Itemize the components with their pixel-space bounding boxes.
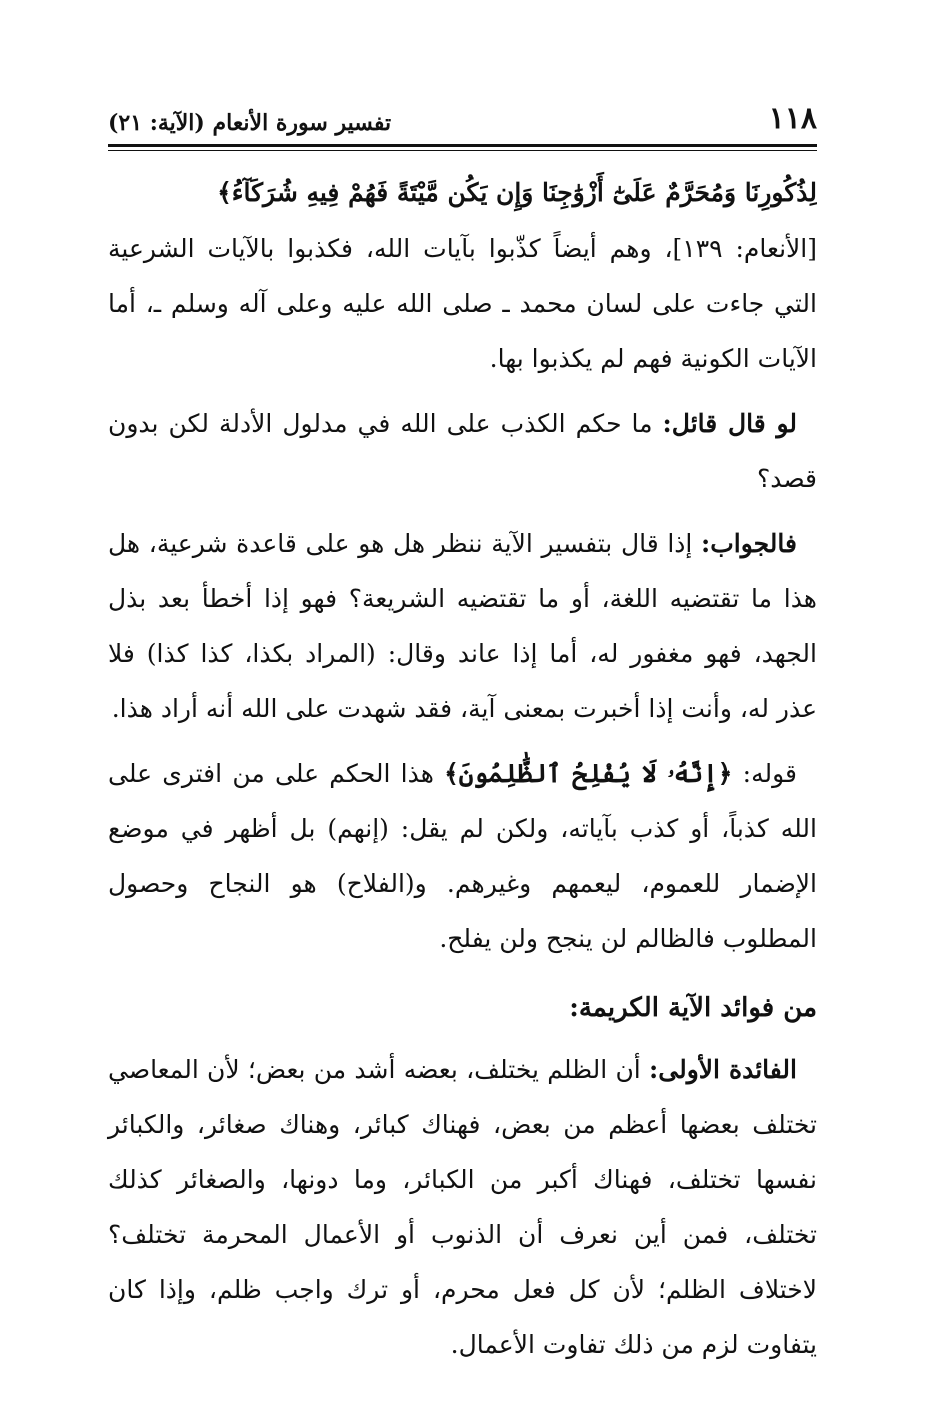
paragraph-intro: [الأنعام: ١٣٩]، وهم أيضاً كذّبوا بآيات الله، فكذبوا بالآيات الشرعية التي جاءت على لسان محمد ـ صلى الله عليه وعلى آله وسلم ـ، أما الآيات الكونية فهم لم يكذبوا بها. (108, 234, 817, 373)
header-rule-thick (108, 144, 817, 147)
header-rule-thin (108, 150, 817, 151)
page-number: ١١٨ (768, 101, 817, 136)
benefit-one-lead: الفائدة الأولى: (649, 1055, 797, 1084)
page-body (108, 165, 817, 1372)
paragraph-verse-commentary (108, 746, 817, 966)
question-text: ما حكم الكذب على الله في مدلول الأدلة لكن بدون قصد؟ (108, 409, 817, 493)
answer-text: إذا قال بتفسير الآية ننظر هل هو على قاعدة شرعية، هل هذا ما تقتضيه اللغة، أو ما تقتضيه الشريعة؟ فهو إذا أخطأ بعد بذل الجهد، فهو مغفور له، أما إذا عاند وقال: (المراد بكذا، كذا كذا) فلا عذر له، وأنت إذا أخبرت بمعنى آية، فقد شهدت على الله أنه أراد هذا. (108, 529, 817, 723)
section-heading: من فوائد الآية الكريمة: (569, 993, 817, 1023)
paragraph-question (108, 396, 817, 506)
verse-prefix: قوله: (732, 759, 797, 788)
question-lead: لو قال قائل: (662, 409, 797, 438)
page-header (108, 92, 817, 142)
paragraph-benefit-one (108, 1042, 817, 1372)
running-title: تفسير سورة الأنعام (الآية: ٢١) (108, 110, 392, 136)
benefit-one-text: أن الظلم يختلف، بعضه أشد من بعض؛ لأن المعاصي تختلف بعضها أعظم من بعض، فهناك كبائر، وهناك صغائر، والكبائر نفسها تختلف، فهناك أكبر من الكبائر، وما دونها، والصغائر كذلك تختلف، فمن أين نعرف أن الذنوب أو الأعمال المحرمة تختلف؟ لاختلاف الظلم؛ لأن كل فعل محرم، أو ترك واجب ظلم، وإذا كان يتفاوت لزم من ذلك تفاوت الأعمال. (108, 1055, 817, 1359)
verse-commentary-text: هذا الحكم على من افترى على الله كذباً، أو كذب بآياته، ولكن لم يقل: (إنهم) بل أظهر في موضع الإضمار للعموم، ليعمهم وغيرهم. و(الفلاح) هو النجاح وحصول المطلوب فالظالم لن ينجح ولن يفلح. (108, 759, 817, 953)
paragraph-answer (108, 516, 817, 736)
quran-verse-line: لِذُكُورِنَا وَمُحَرَّمٌ عَلَىٰٓ أَزْوَٰجِنَا وَإِن يَكُن مَّيْتَةً فَهُمْ فِيهِ شُرَكَآءُ﴾ (217, 178, 817, 207)
verse-quote: ﴿إِنَّهُۥ لَا يُفْلِحُ ٱلظَّٰلِمُونَ﴾ (444, 759, 733, 788)
answer-lead: فالجواب: (701, 529, 797, 558)
